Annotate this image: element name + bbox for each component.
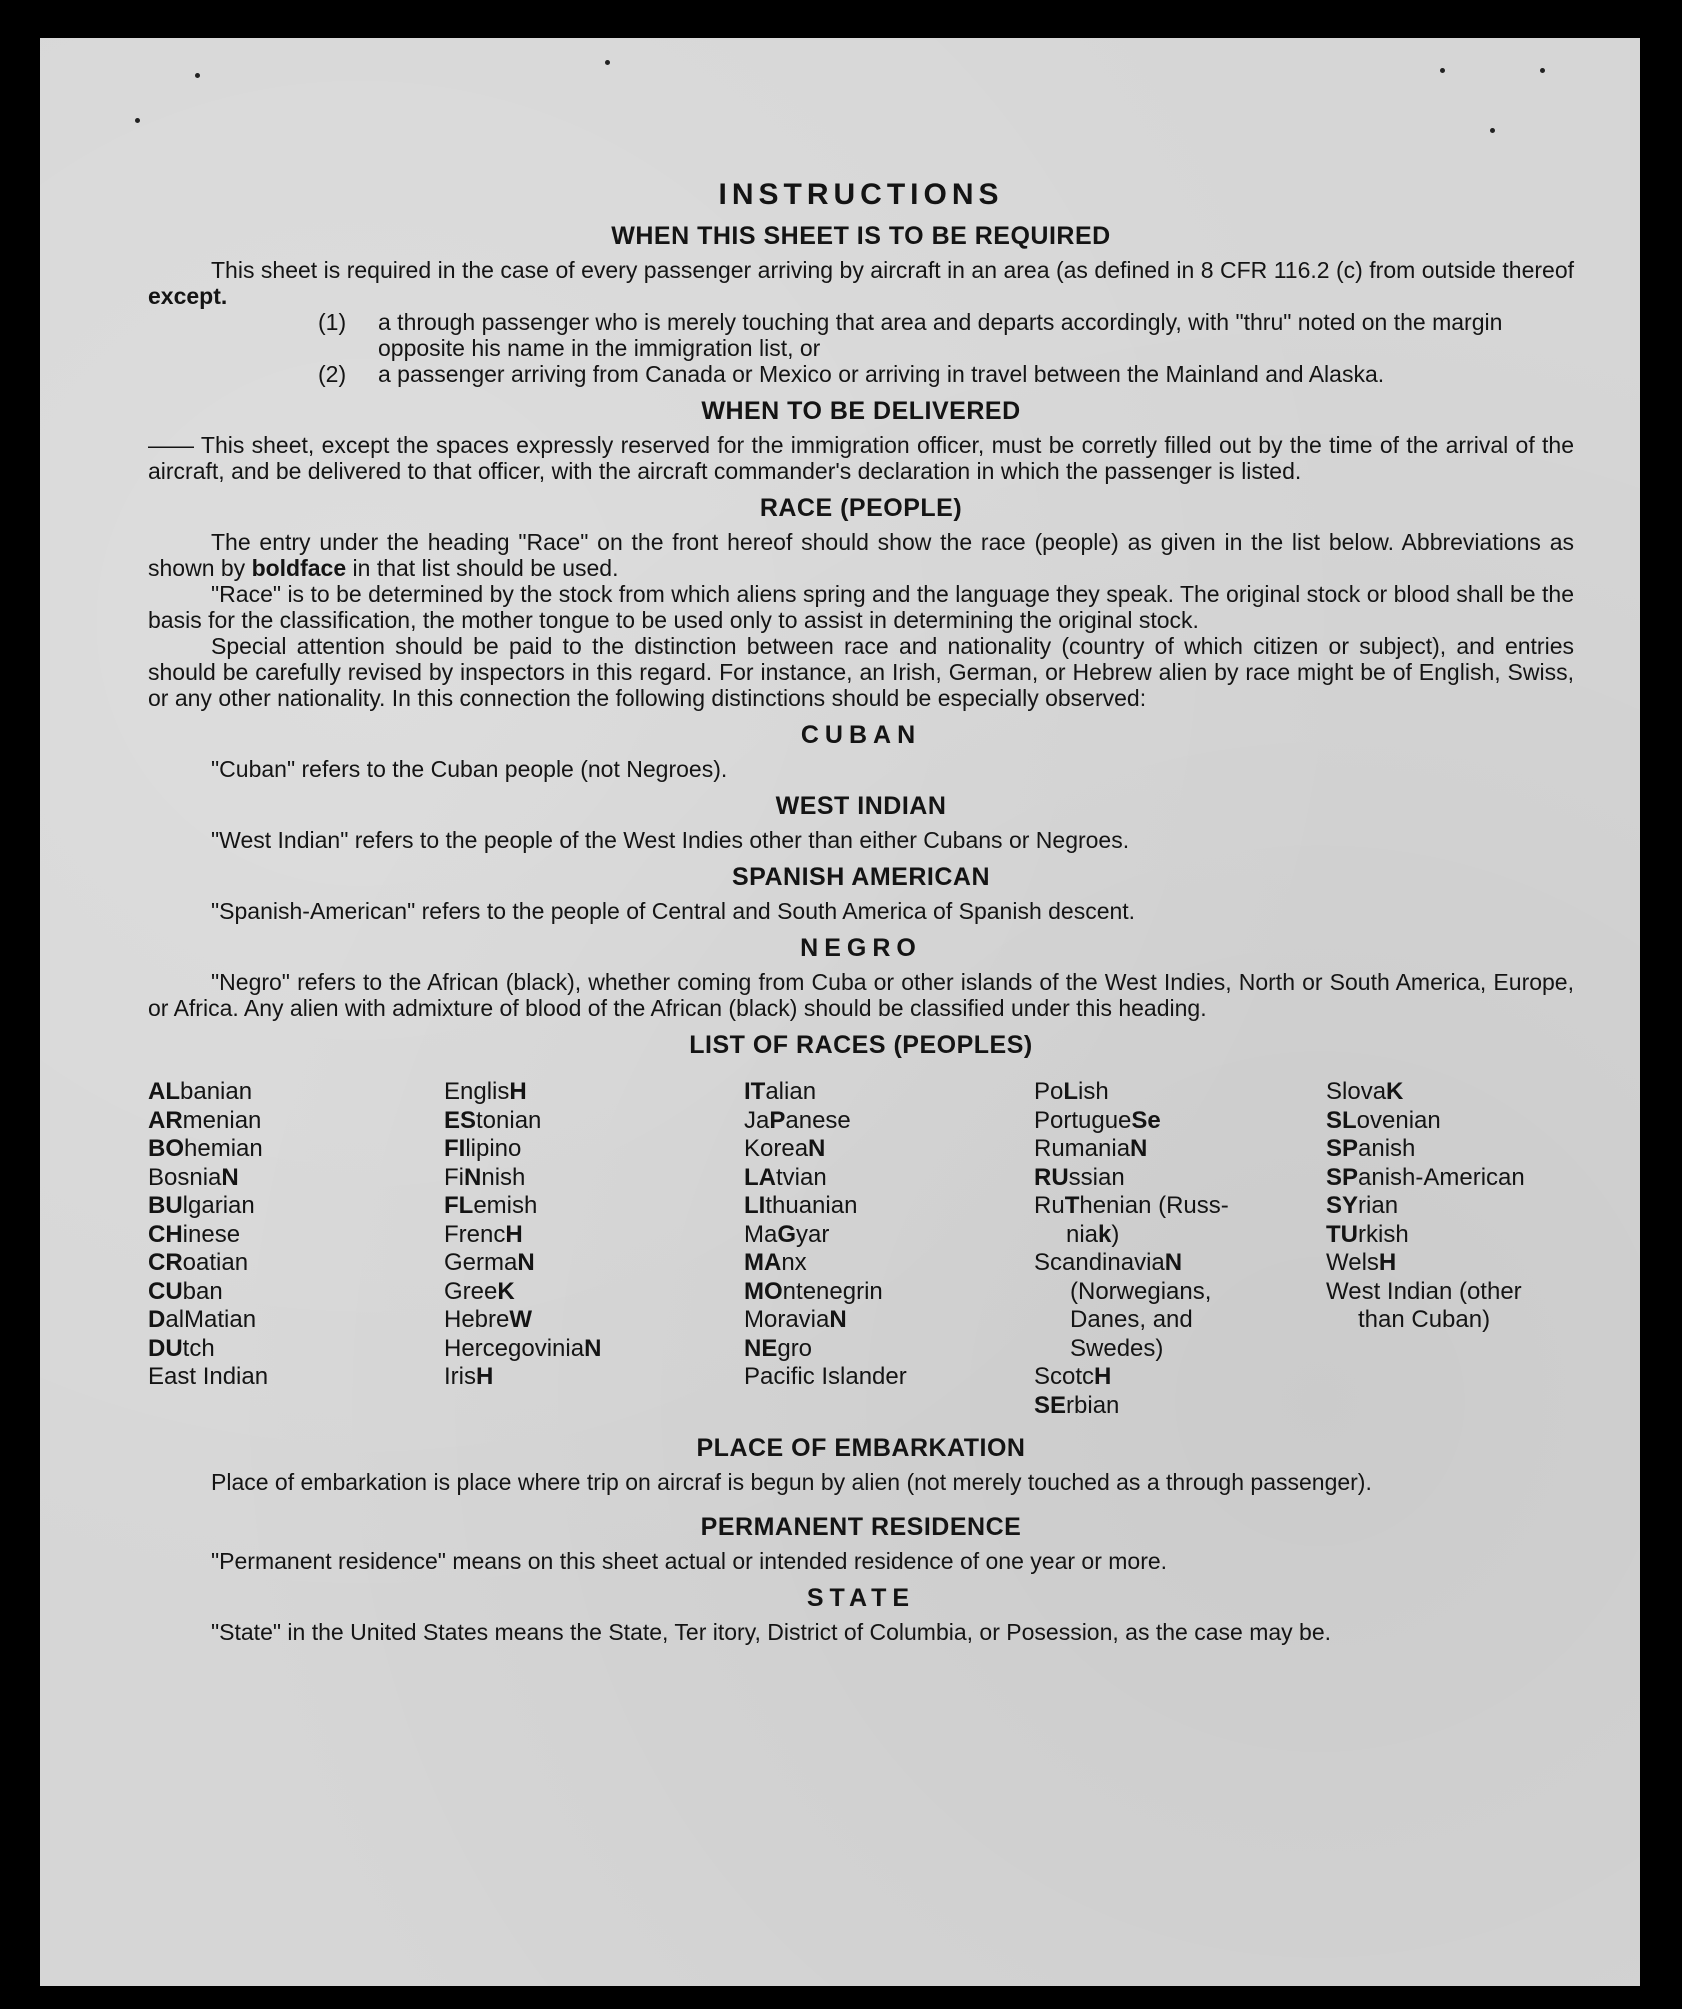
race-entry: MaGyar: [744, 1220, 830, 1248]
paragraph-race-1: The entry under the heading "Race" on the front hereof should show the race (people) as given in the list below. Abbreviations as shown by boldface in that list should be used.: [148, 529, 1574, 581]
paragraph-race-3: Special attention should be paid to the distinction between race and nationality (country of which citizen or subject), and entries should be carefully revised by inspectors in this regard. For instance, an Irish, German, or Hebrew alien by race might be of English, Swiss, or any other nationality. In this connection the following distinctions should be especially observed:: [148, 633, 1574, 711]
race-entry: MOntenegrin: [744, 1277, 883, 1305]
paragraph-delivered: —— This sheet, except the spaces expressly reserved for the immigration officer, must be corretly filled out by the time of the arrival of the aircraft, and be delivered to that officer, with the aircraft commander's declaration in which the passenger is listed.: [148, 432, 1574, 484]
race-entry: LAtvian: [744, 1163, 827, 1191]
list-item-1: (1) a through passenger who is merely touching that area and departs accordingly, with "thru" noted on the margin opposite his name in the immigration list, or: [318, 309, 1503, 361]
race-entry: EnglisH: [444, 1078, 527, 1105]
race-entry: TUrkish: [1326, 1220, 1409, 1248]
race-entry: West Indian (other: [1326, 1277, 1522, 1305]
races-column-2: [444, 1078, 744, 1420]
instructions-content: [148, 178, 1574, 1645]
races-column-1: [148, 1078, 444, 1420]
speck: [195, 73, 200, 78]
race-entry: BOhemian: [148, 1135, 263, 1162]
speck: [1540, 68, 1545, 73]
race-entry: EStonian: [444, 1106, 542, 1134]
race-entry: than Cuban): [1358, 1306, 1491, 1333]
race-entry: FrencH: [444, 1220, 523, 1248]
section-heading-state: STATE: [806, 1584, 916, 1612]
race-entry: CRoatian: [148, 1249, 249, 1276]
paragraph-spanish-american: "Spanish-American" refers to the people of Central and South America of Spanish descent.: [211, 898, 1136, 924]
race-entry: ARmenian: [148, 1106, 262, 1134]
race-entry: ITalian: [744, 1078, 817, 1105]
paragraph-west-indian: "West Indian" refers to the people of the West Indies other than either Cubans or Negroes.: [211, 827, 1130, 853]
race-entry: CHinese: [148, 1220, 241, 1248]
race-entry: FIlipino: [444, 1135, 522, 1162]
race-entry: Danes, and: [1070, 1306, 1193, 1333]
race-entry: HercegoviniaN: [444, 1334, 602, 1362]
race-entry: SYrian: [1326, 1192, 1399, 1219]
races-list: [148, 1078, 1574, 1420]
races-column-3: [744, 1078, 1034, 1420]
race-entry: LIthuanian: [744, 1192, 858, 1219]
race-entry: IrisH: [444, 1363, 494, 1390]
races-column-4: [1034, 1078, 1326, 1420]
section-heading-west-indian: WEST INDIAN: [775, 792, 947, 820]
speck: [135, 118, 140, 123]
race-entry: JaPanese: [744, 1106, 851, 1134]
race-entry: FiNnish: [444, 1163, 526, 1191]
race-entry: DUtch: [148, 1334, 215, 1362]
race-entry: niak): [1066, 1220, 1120, 1248]
race-entry: GreeK: [444, 1277, 515, 1305]
race-entry: SPanish: [1326, 1135, 1416, 1162]
race-entry: (Norwegians,: [1070, 1277, 1212, 1305]
race-entry: WelsH: [1326, 1249, 1397, 1276]
race-entry: ALbanian: [148, 1078, 253, 1105]
speck: [1490, 128, 1495, 133]
list-item-2: (2) a passenger arriving from Canada or Mexico or arriving in travel between the Mainland and Alaska.: [318, 361, 1385, 387]
race-entry: SErbian: [1034, 1391, 1120, 1419]
race-entry: ScandinaviaN: [1034, 1249, 1183, 1276]
section-heading-spanish-american: SPANISH AMERICAN: [731, 863, 990, 891]
race-entry: RUssian: [1034, 1163, 1125, 1191]
section-heading-cuban: CUBAN: [800, 721, 922, 749]
race-entry: PortugueSe: [1034, 1106, 1161, 1134]
race-entry: East Indian: [148, 1363, 269, 1390]
page-title: INSTRUCTIONS: [718, 178, 1004, 211]
speck: [605, 60, 610, 65]
race-entry: SlovaK: [1326, 1078, 1404, 1105]
race-entry: NEgro: [744, 1334, 813, 1362]
paragraph-state: "State" in the United States means the State, Ter itory, District of Columbia, or Posession, as the case may be.: [211, 1619, 1332, 1645]
paragraph-cuban: "Cuban" refers to the Cuban people (not Negroes).: [211, 756, 728, 782]
race-entry: SLovenian: [1326, 1106, 1441, 1134]
races-column-5: [1326, 1078, 1574, 1420]
section-heading-negro: NEGRO: [800, 934, 922, 962]
race-entry: DalMatian: [148, 1306, 257, 1333]
paragraph-permanent-residence: "Permanent residence" means on this sheet actual or intended residence of one year or more.: [211, 1548, 1168, 1574]
paragraph-negro: "Negro" refers to the African (black), whether coming from Cuba or other islands of the West Indies, North or South America, Europe, or Africa. Any alien with admixture of blood of the African (black) should be classified under this heading.: [148, 969, 1574, 1021]
race-entry: GermaN: [444, 1249, 535, 1276]
race-entry: BUlgarian: [148, 1192, 255, 1219]
race-entry: Pacific Islander: [744, 1363, 907, 1390]
race-entry: MAnx: [744, 1249, 807, 1276]
document-sheet: [40, 38, 1640, 1986]
paragraph-embarkation: Place of embarkation is place where trip on aircraf is begun by alien (not merely touched as a through passenger).: [211, 1469, 1372, 1495]
section-heading-required: WHEN THIS SHEET IS TO BE REQUIRED: [611, 222, 1111, 250]
speck: [1440, 68, 1445, 73]
race-entry: PoLish: [1034, 1078, 1109, 1105]
paragraph-required: This sheet is required in the case of every passenger arriving by aircraft in an area (as defined in 8 CFR 116.2 (c) from outside thereof except.: [148, 257, 1574, 309]
race-entry: HebreW: [444, 1306, 533, 1333]
race-entry: Swedes): [1070, 1334, 1164, 1362]
section-heading-race: RACE (PEOPLE): [759, 494, 963, 522]
section-heading-embarkation: PLACE OF EMBARKATION: [696, 1434, 1026, 1462]
race-entry: ScotcH: [1034, 1363, 1112, 1390]
race-entry: KoreaN: [744, 1135, 826, 1162]
race-entry: CUban: [148, 1277, 223, 1305]
race-entry: FLemish: [444, 1192, 538, 1219]
section-heading-permanent-residence: PERMANENT RESIDENCE: [700, 1513, 1022, 1541]
paragraph-race-2: "Race" is to be determined by the stock from which aliens spring and the language they speak. The original stock or blood shall be the basis for the classification, the mother tongue to be used only to assist in determining the original stock.: [148, 581, 1574, 633]
section-heading-delivered: WHEN TO BE DELIVERED: [701, 397, 1021, 425]
race-entry: RuThenian (Russ-: [1034, 1192, 1229, 1219]
race-entry: RumaniaN: [1034, 1135, 1148, 1162]
race-entry: SPanish-American: [1326, 1163, 1525, 1191]
race-entry: MoraviaN: [744, 1306, 847, 1333]
section-heading-list-of-races: LIST OF RACES (PEOPLES): [689, 1031, 1033, 1059]
race-entry: BosniaN: [148, 1163, 239, 1191]
